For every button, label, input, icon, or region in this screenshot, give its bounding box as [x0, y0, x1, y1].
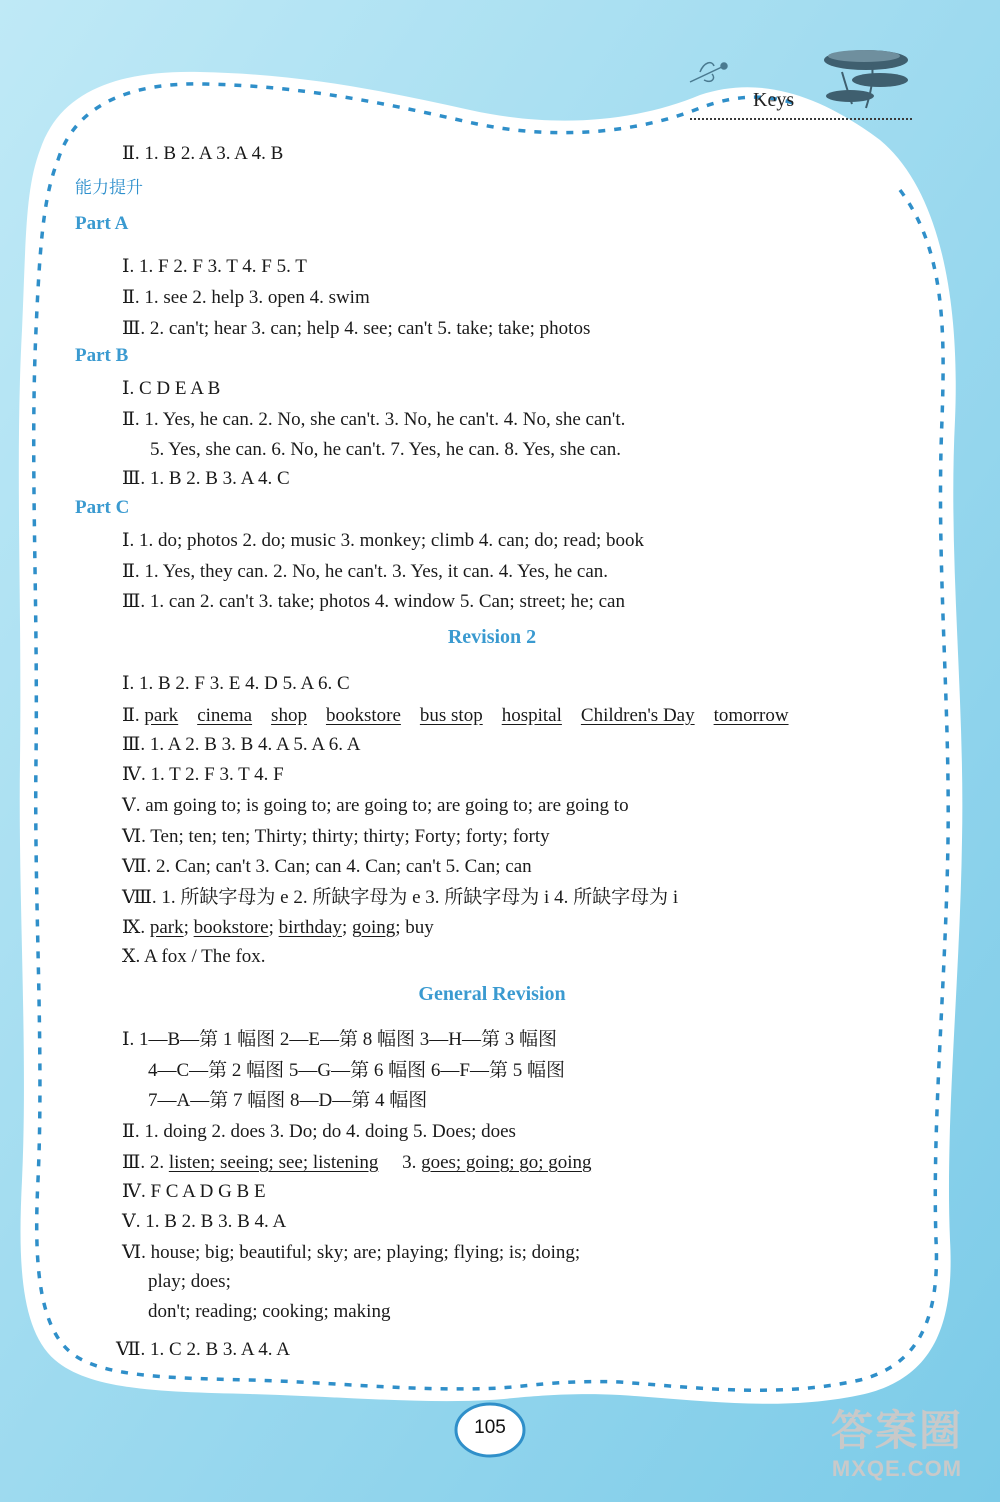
line-prefix: Ⅲ. 2.	[122, 1152, 169, 1173]
answer-line: Ⅴ. am going to; is going to; are going to; are going to; are going to	[122, 795, 629, 816]
watermark-bottom-text: MXQE.COM	[831, 1456, 963, 1481]
page-number: 105	[474, 1417, 506, 1438]
answer-line: Ⅴ. 1. B 2. B 3. B 4. A	[122, 1211, 287, 1232]
answer-line: Ⅷ. 1. 所缺字母为 e 2. 所缺字母为 e 3. 所缺字母为 i 4. 所缺字母为 i	[122, 887, 679, 908]
answer-line: 5. Yes, she can. 6. No, he can't. 7. Yes, he can. 8. Yes, she can.	[150, 439, 621, 460]
answer-line: Ⅲ. 1. A 2. B 3. B 4. A 5. A 6. A	[122, 734, 361, 755]
answer-line: Ⅰ. 1. do; photos 2. do; music 3. monkey; climb 4. can; do; read; book	[122, 530, 645, 551]
underlined-word: going	[351, 917, 396, 938]
underlined-word: park	[144, 705, 179, 726]
underlined-word: bus stop	[419, 705, 483, 726]
underlined-word: shop	[271, 705, 307, 726]
answer-line: Ⅰ. 1—B—第 1 幅图 2—E—第 8 幅图 3—H—第 3 幅图	[122, 1029, 558, 1050]
answer-line: Ⅶ. 1. C 2. B 3. A 4. A	[116, 1339, 290, 1360]
answer-line: Ⅹ. A fox / The fox.	[122, 946, 266, 967]
underlined-word: bookstore	[325, 705, 401, 726]
answer-line: Ⅲ. 2. can't; hear 3. can; help 4. see; can't 5. take; take; photos	[122, 318, 591, 339]
section-heading-ability: 能力提升	[75, 178, 143, 198]
general-revision-title: General Revision	[418, 983, 566, 1005]
underlined-group: goes; going; go; going	[421, 1152, 592, 1173]
answer-line: Ⅶ. 2. Can; can't 3. Can; can 4. Can; can't 5. Can; can	[122, 856, 532, 877]
answer-line: Ⅲ. 1. B 2. B 3. A 4. C	[122, 468, 290, 489]
underlined-word: park	[149, 917, 184, 938]
answer-line: Ⅳ. F C A D G B E	[122, 1181, 266, 1202]
answer-line: Ⅰ. C D E A B	[122, 378, 221, 399]
revision-2-title: Revision 2	[447, 626, 537, 648]
underlined-word: tomorrow	[713, 705, 789, 726]
line-prefix: Ⅸ.	[122, 917, 150, 938]
part-c-heading: Part C	[75, 497, 130, 518]
watermark	[802, 1406, 992, 1496]
part-b-heading: Part B	[75, 345, 129, 366]
answer-line: Ⅱ. 1. doing 2. does 3. Do; do 4. doing 5. Does; does	[122, 1121, 516, 1142]
answer-line: Ⅱ. 1. Yes, they can. 2. No, he can't. 3. Yes, it can. 4. Yes, he can.	[122, 561, 609, 582]
answer-line: Ⅰ. 1. F 2. F 3. T 4. F 5. T	[122, 256, 307, 277]
answer-line-underlined	[122, 705, 789, 727]
answer-line: Ⅳ. 1. T 2. F 3. T 4. F	[122, 764, 284, 785]
answer-line: Ⅱ. 1. B 2. A 3. A 4. B	[122, 143, 284, 164]
underlined-word: cinema	[197, 705, 253, 726]
underlined-word: hospital	[501, 705, 562, 726]
answer-line: don't; reading; cooking; making	[148, 1301, 391, 1322]
word: buy	[405, 917, 434, 938]
line-middle: 3.	[378, 1152, 422, 1173]
answer-line: Ⅵ. Ten; ten; ten; Thirty; thirty; thirty; Forty; forty; forty	[122, 826, 550, 847]
underlined-group: listen; seeing; see; listening	[168, 1152, 379, 1173]
answer-line: Ⅱ. 1. Yes, he can. 2. No, she can't. 3. No, he can't. 4. No, she can't.	[122, 409, 626, 430]
answer-line: Ⅰ. 1. B 2. F 3. E 4. D 5. A 6. C	[122, 673, 350, 694]
underlined-word: birthday	[278, 917, 342, 938]
answer-line: Ⅲ. 1. can 2. can't 3. take; photos 4. window 5. Can; street; he; can	[122, 591, 625, 612]
answer-line: play; does;	[148, 1271, 231, 1292]
answer-line: Ⅵ. house; big; beautiful; sky; are; playing; flying; is; doing;	[122, 1242, 581, 1263]
watermark-top-text: 答案圈	[830, 1406, 963, 1455]
answer-line-underlined: Ⅸ. park; bookstore; birthday; going; buy	[122, 917, 434, 938]
answer-line: Ⅱ. 1. see 2. help 3. open 4. swim	[122, 287, 370, 308]
header-keys-label: Keys	[753, 89, 795, 111]
part-a-heading: Part A	[75, 213, 129, 234]
page-number-badge	[456, 1404, 524, 1456]
line-prefix: Ⅱ.	[122, 705, 145, 726]
answer-line-underlined	[122, 1152, 592, 1174]
answer-line: 7—A—第 7 幅图 8—D—第 4 幅图	[148, 1090, 428, 1111]
underlined-word: bookstore	[193, 917, 269, 938]
answer-line: 4—C—第 2 幅图 5—G—第 6 幅图 6—F—第 5 幅图	[148, 1060, 565, 1081]
underlined-word: Children's Day	[580, 705, 695, 726]
